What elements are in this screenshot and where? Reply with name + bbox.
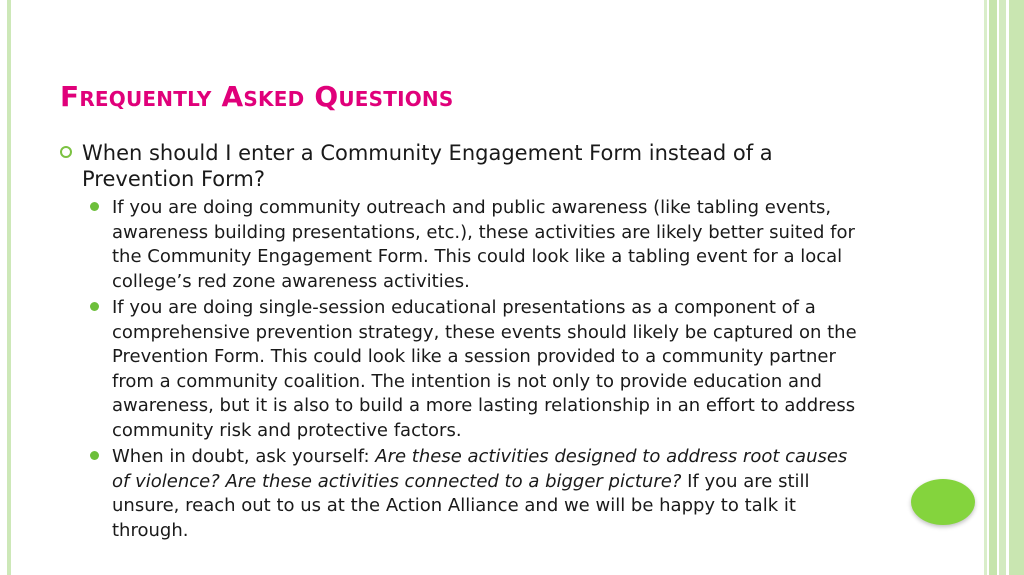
answer-text: If you are doing community outreach and public awareness (like tabling events, awareness building presentations, etc.), these activities are likely better suited for the Community Engagement Form. This could look like a tabling event for a local college’s red zone awareness activities. <box>112 197 855 292</box>
answer-list <box>90 196 880 543</box>
left-accent-bar <box>7 0 11 575</box>
right-stripe <box>984 0 987 575</box>
answer-lead: When in doubt, ask yourself: <box>112 446 376 467</box>
answer-italic-question: Are these activities designed to address root causes of violence? Are these activities connected to a bigger picture? <box>112 446 848 492</box>
slide-content <box>60 140 880 545</box>
dot-bullet-icon <box>90 202 99 211</box>
right-stripe <box>1009 0 1024 575</box>
question-text: When should I enter a Community Engagement Form instead of a Prevention Form? <box>82 141 773 191</box>
question-item <box>60 140 880 192</box>
answer-text <box>112 445 869 543</box>
answer-text: If you are doing single-session educational presentations as a component of a comprehensive prevention strategy, these events should likely be captured on the Prevention Form. This could look like a session provided to a community partner from a community coalition. The intention is not only to provide education and awareness, but it is also to build a more lasting relationship in an effort to address community risk and protective factors. <box>112 297 857 441</box>
right-stripe <box>999 0 1006 575</box>
answer-item <box>90 196 880 294</box>
answer-tail: If you are still unsure, reach out to us at the Action Alliance and we will be happy to talk it through. <box>112 470 810 541</box>
dot-bullet-icon <box>90 451 99 460</box>
answer-item <box>90 296 880 443</box>
green-circle-decoration <box>911 479 975 525</box>
dot-bullet-icon <box>90 302 99 311</box>
answer-item <box>90 445 880 543</box>
right-stripe <box>989 0 997 575</box>
ring-bullet-icon <box>60 146 72 158</box>
slide-title: Frequently Asked Questions <box>60 80 454 113</box>
